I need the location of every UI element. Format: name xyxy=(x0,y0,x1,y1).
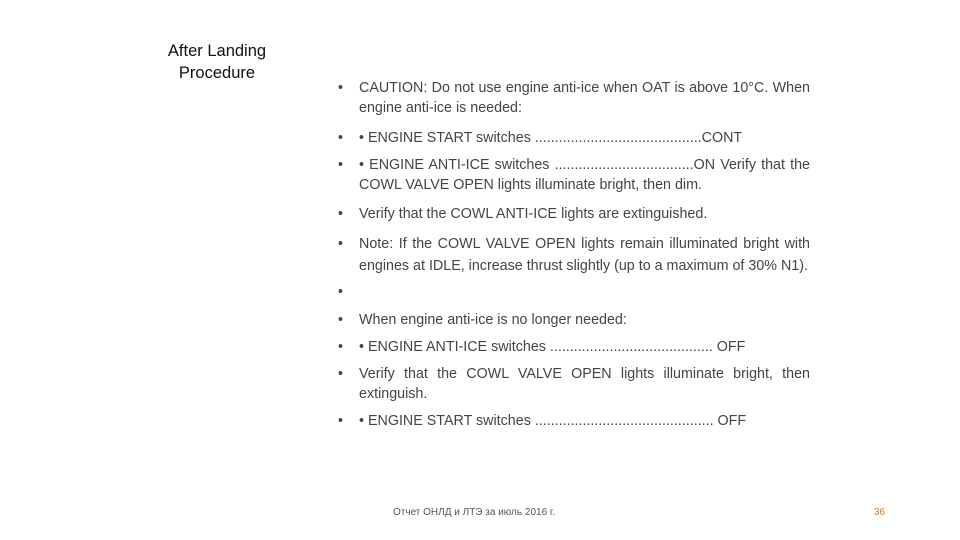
list-item-text: Verify that the COWL VALVE OPEN lights illuminate bright, then extinguish. xyxy=(359,366,810,402)
bullet-marker: • xyxy=(338,236,344,252)
list-item-text: When engine anti-ice is no longer needed: xyxy=(359,312,627,328)
list-item-anti-ice-off xyxy=(338,337,810,357)
bullet-marker: • xyxy=(338,312,344,328)
list-item-text: • ENGINE START switches ............................................. OFF xyxy=(359,413,747,429)
list-item-note xyxy=(338,233,810,277)
list-item-text: Note: If the COWL VALVE OPEN lights remain illuminated bright with engines at IDLE, increase thrust slightly (up to a maximum of 30% N1). xyxy=(359,236,810,274)
list-item-anti-ice-on xyxy=(338,155,810,195)
list-item-verify-cowl-valve xyxy=(338,364,810,404)
list-item-text: CAUTION: Do not use engine anti-ice when OAT is above 10°C. When engine anti-ice is needed: xyxy=(359,80,810,116)
bullet-marker: • xyxy=(338,80,344,96)
page-number: 36 xyxy=(874,507,886,518)
bullet-marker: • xyxy=(338,339,344,355)
list-item-engine-start-off xyxy=(338,411,810,431)
list-item-text: • ENGINE ANTI-ICE switches ......................................... OFF xyxy=(359,339,746,355)
list-item-caution xyxy=(338,78,810,118)
list-item-empty xyxy=(338,282,810,302)
list-item-verify-anti-ice xyxy=(338,204,810,224)
bullet-marker: • xyxy=(338,284,344,300)
bullet-marker: • xyxy=(338,413,344,429)
list-item-text: Verify that the COWL ANTI-ICE lights are extinguished. xyxy=(359,206,708,222)
footer-text: Отчет ОНЛД и ЛТЭ за июль 2016 г. xyxy=(393,507,556,518)
title-line-1: After Landing xyxy=(167,42,267,60)
list-item-no-longer-needed xyxy=(338,310,810,330)
bullet-marker: • xyxy=(338,206,344,222)
list-item-text: • ENGINE ANTI-ICE switches ...................................ON Verify that the COWL VALVE OPEN lights illuminate bright, then dim. xyxy=(359,157,810,193)
bullet-marker: • xyxy=(338,157,344,173)
title-line-2: Procedure xyxy=(178,64,256,82)
slide-title xyxy=(148,40,286,84)
bullet-marker: • xyxy=(338,366,344,382)
list-item-engine-start-cont xyxy=(338,128,810,148)
procedure-list xyxy=(338,78,810,431)
list-item-text: • ENGINE START switches ..........................................CONT xyxy=(359,130,743,146)
bullet-marker: • xyxy=(338,130,344,146)
